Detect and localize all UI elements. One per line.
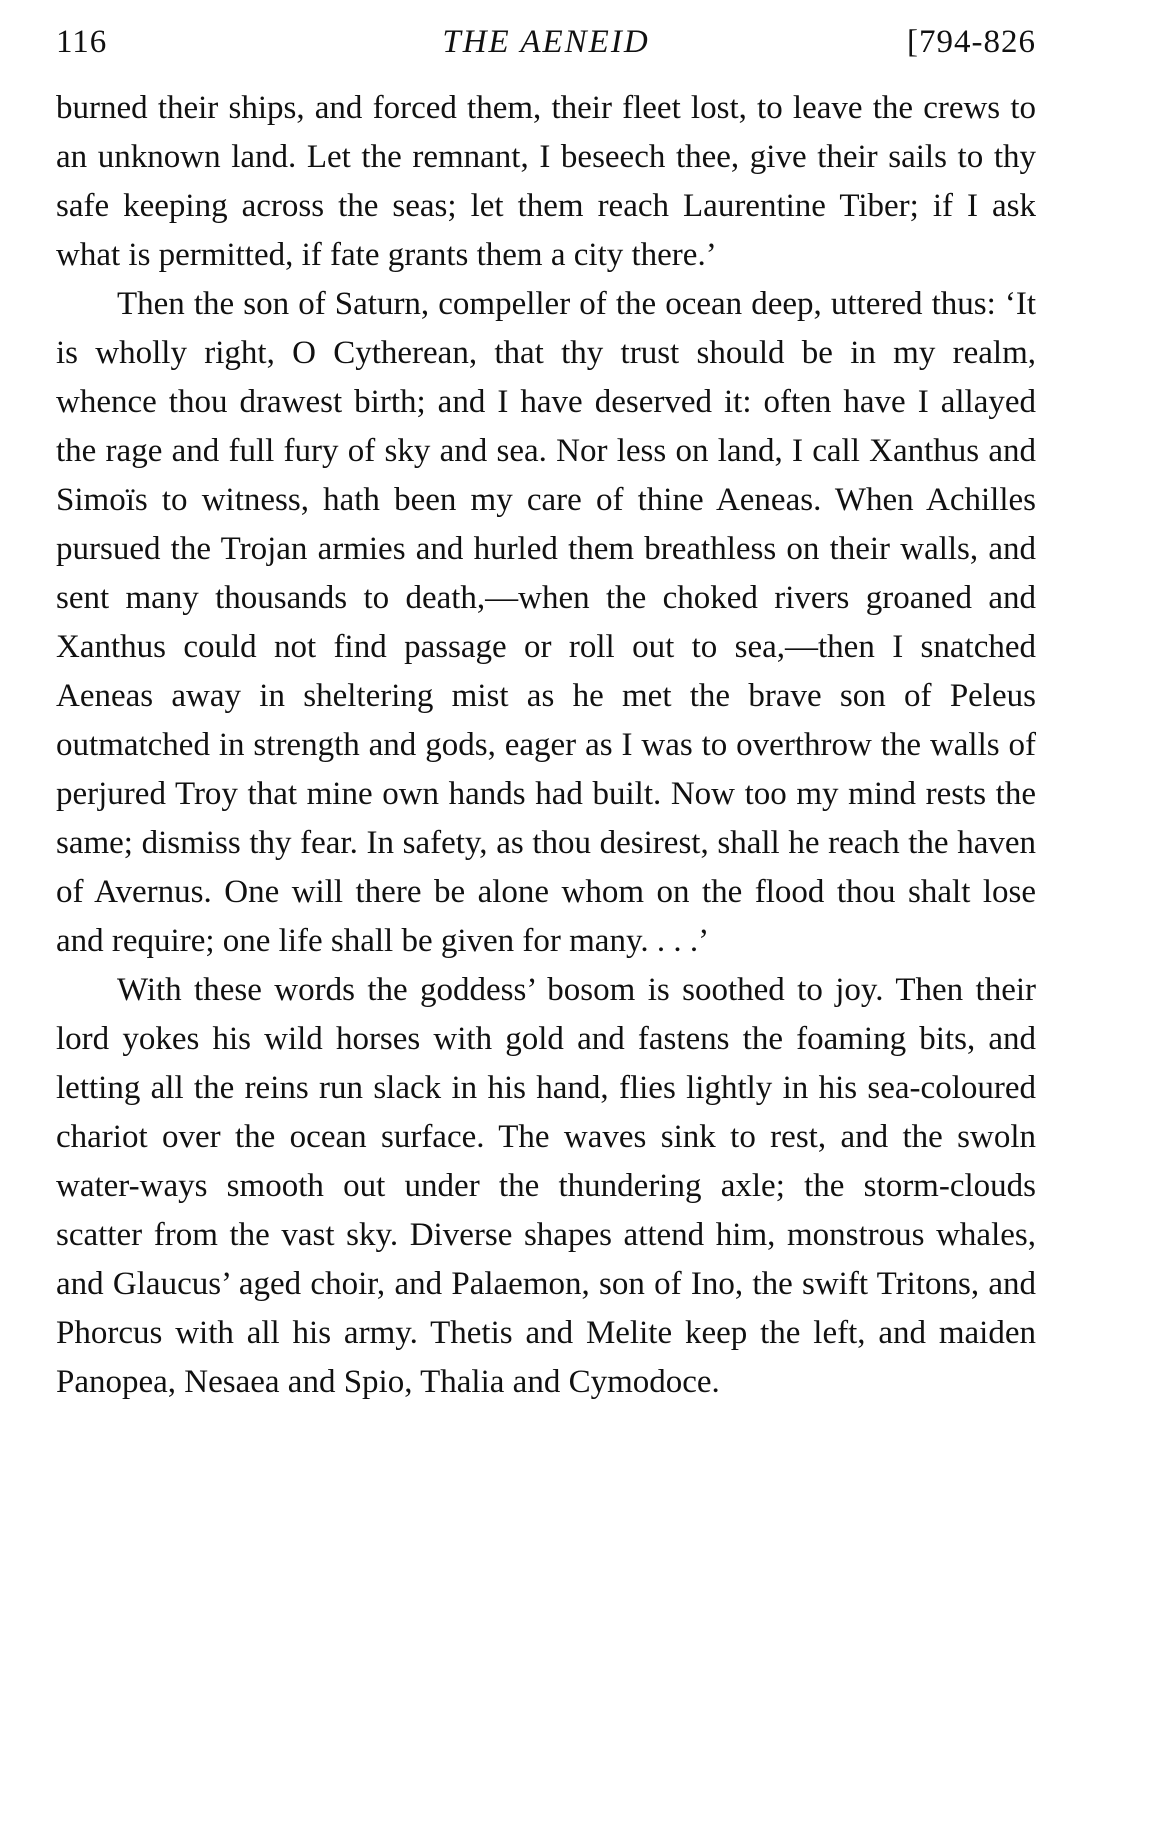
book-page	[56, 24, 1036, 1407]
paragraph-saturn-speech: Then the son of Saturn, compeller of the ocean deep, uttered thus: ‘It is wholly right, O Cytherean, that thy trust should be in my realm, whence thou drawest birth; and I have deserved it: often have I allayed the rage and full fury of sky and sea. Nor less on land, I call Xanthus and Simoïs to witness, hath been my care of thine Aeneas. When Achilles pursued the Trojan armies and hurled them breathless on their walls, and sent many thousands to death,—when the choked rivers groaned and Xanthus could not find passage or roll out to sea,—then I snatched Aeneas away in sheltering mist as he met the brave son of Peleus outmatched in strength and gods, eager as I was to overthrow the walls of perjured Troy that mine own hands had built. Now too my mind rests the same; dismiss thy fear. In safety, as thou desirest, shall he reach the haven of Avernus. One will there be alone whom on the flood thou shalt lose and require; one life shall be given for many. . . .’	[56, 286, 1036, 959]
page-body	[56, 84, 1036, 1407]
running-header	[56, 24, 1036, 74]
line-range: [794-826	[907, 24, 1036, 60]
paragraph-continued: burned their ships, and forced them, their fleet lost, to leave the crews to an unknown land. Let the remnant, I beseech thee, give their sails to thy safe keeping across the seas; let them reach Laurentine Tiber; if I ask what is permitted, if fate grants them a city there.’	[56, 90, 1036, 273]
running-title: THE AENEID	[442, 24, 650, 60]
paragraph-chariot: With these words the goddess’ bosom is soothed to joy. Then their lord yokes his wild horses with gold and fastens the foaming bits, and letting all the reins run slack in his hand, flies lightly in his sea-coloured chariot over the ocean surface. The waves sink to rest, and the swoln water-ways smooth out under the thundering axle; the storm-clouds scatter from the vast sky. Diverse shapes attend him, monstrous whales, and Glaucus’ aged choir, and Palaemon, son of Ino, the swift Tritons, and Phorcus with all his army. Thetis and Melite keep the left, and maiden Panopea, Nesaea and Spio, Thalia and Cymodoce.	[56, 972, 1036, 1400]
page-number: 116	[56, 24, 108, 60]
